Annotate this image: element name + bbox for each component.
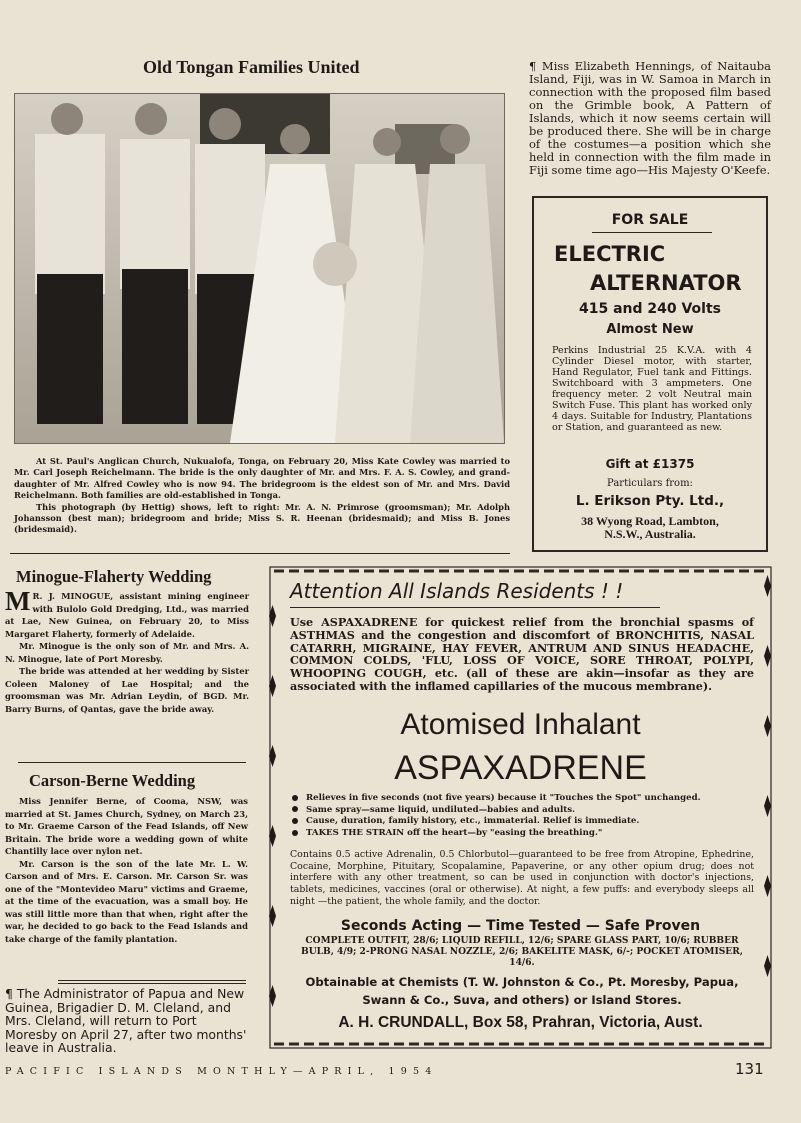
inhalant-product-line2: ASPAXADRENE: [394, 749, 647, 787]
divider-carson-2: [58, 983, 246, 984]
divider-minogue: [18, 762, 246, 763]
inhalant-bullet-text: Relieves in five seconds (not five years) because it "Touches the Spot" unchanged.: [306, 793, 701, 803]
inhalant-slogan: Seconds Acting — Time Tested — Safe Proven: [340, 918, 701, 934]
bullet-icon: [292, 830, 298, 836]
inhalant-ad: [268, 565, 773, 1050]
inhalant-bullet-1: [292, 793, 754, 805]
inhalant-obtain: Obtainable at Chemists (T. W. Johnston & Co., Pt. Moresby, Papua, Swann & Co., Suva, and others) or Island Stores.: [305, 975, 739, 1007]
minogue-dropcap: M: [5, 586, 31, 616]
carson-article: [5, 795, 248, 945]
for-sale-address2: N.S.W., Australia.: [604, 527, 696, 541]
inhalant-bullet-2: [292, 805, 754, 817]
footer-publication: PACIFIC ISLANDS MONTHLY—APRIL, 1954: [5, 1066, 438, 1077]
for-sale-rule: [592, 232, 712, 233]
for-sale-price: Gift at £1375: [605, 457, 695, 471]
wedding-headline: Old Tongan Families United: [143, 57, 360, 77]
divider-carson: [58, 980, 246, 981]
inhalant-bullet-text: Same spray—same liquid, undiluted—babies and adults.: [306, 804, 576, 815]
minogue-paragraph-1: [5, 586, 249, 640]
wedding-caption-text: At St. Paul's Anglican Church, Nukualofa, Tonga, on February 20, Miss Kate Cowley was married to Mr. Carl Joseph Reichelmann. The bride is the only daughter of Mr. and Mrs. F. A. S. Cowley, and grand-daughter of Mr. Alfred Cowley who is now 94. The bridegroom is the eldest son of Mr. and Mrs. David Reichelmann. Both families are old-established in Tonga.: [14, 456, 510, 501]
for-sale-heading: FOR SALE: [611, 212, 689, 228]
minogue-paragraph-2: Mr. Minogue is the only son of Mr. and Mrs. A. N. Minogue, late of Port Moresby.: [5, 641, 249, 664]
footer-page-number: 131: [735, 1060, 764, 1078]
inhalant-contents: Contains 0.5 active Adrenalin, 0.5 Chlorbutol—guaranteed to be free from Atropine, Ephedrine, Cocaine, Morphine, Pituitary, Scopalamine, Papaverine, or any other opium drug; does not interfere with any other treatment, so can be used in conjunction with doctor's injections, tablets, medicines, vaccines (oral or otherwise). At night, a few puffs: and everybody sleeps all night —the patient, the whole family, and the doctor.: [290, 849, 754, 907]
for-sale-condition: Almost New: [606, 322, 694, 337]
for-sale-company: L. Erikson Pty. Ltd.,: [575, 493, 725, 509]
inhalant-product-line1: Atomised Inhalant: [400, 708, 641, 741]
bullet-icon: [292, 806, 298, 812]
inhalant-prices: COMPLETE OUTFIT, 28/6; LIQUID REFILL, 12/6; SPARE GLASS PART, 10/6; RUBBER BULB, 4/9; 2-PRONG NASAL NOZZLE, 2/6; BAKELITE MASK, 6/-; POCKET ATOMISER, 14/6.: [301, 935, 743, 969]
inhalant-bullet-text: Cause, duration, family history, etc., immaterial. Relief is immediate.: [306, 816, 640, 827]
for-sale-ad: [532, 196, 768, 552]
inhalant-bullet-3: [292, 816, 754, 828]
wedding-caption-credits: This photograph (by Hettig) shows, left to right: Mr. A. N. Primrose (groomsman); Mr. Adolph Johansson (best man); bridegroom and bride; Miss S. R. Heenan (bridesmaid); and Miss B. Jones (bridesmaid).: [14, 501, 510, 535]
carson-paragraph-1: Miss Jennifer Berne, of Cooma, NSW, was married at St. James Church, Sydney, on March 23, to Mr. Graeme Carson of the Fead Islands, off New Britain. The bride wore a wedding gown of white Chantilly lace over nylon net.: [5, 796, 248, 856]
for-sale-body: Perkins Industrial 25 K.V.A. with 4 Cylinder Diesel motor, with starter, Hand Regulator, Fuel tank and Fittings. Switchboard with 3 ampmeters. One frequency meter. 2 volt Neutral main Switch Fuse. This plant has worked only 4 days. Suitable for Industry, Plantations or Station, and guaranteed as new.: [552, 345, 752, 433]
inhalant-bullet-4: [292, 828, 754, 840]
for-sale-address1: 38 Wyong Road, Lambton,: [581, 514, 719, 528]
administrator-note: ¶ The Administrator of Papua and New Guinea, Brigadier D. M. Cleland, and Mrs. Cleland, will return to Port Moresby on April 27, after two months' leave in Australia.: [5, 986, 247, 1055]
minogue-text-1: R. J. MINOGUE, assistant mining engineer with Bulolo Gold Dredging, Ltd., was married at Lae, New Guinea, on February 20, to Miss Margaret Flaherty, formerly of Adelaide.: [5, 591, 249, 639]
wedding-photo-image: [15, 94, 504, 443]
minogue-headline: Minogue-Flaherty Wedding: [16, 567, 212, 586]
for-sale-particulars: Particulars from:: [607, 478, 693, 489]
inhalant-heading: Attention All Islands Residents ! !: [290, 579, 624, 603]
divider-left-top: [10, 553, 510, 554]
henning-note: ¶ Miss Elizabeth Hennings, of Naitauba Island, Fiji, was in W. Samoa in March in connection with the proposed film based on the Grimble book, A Pattern of Islands, which it now seems certain will be produced there. She will be in charge of the costumes—a position which she held in connection with the film made in Fiji some time ago—His Majesty O'Keefe.: [529, 59, 771, 177]
minogue-paragraph-3: The bride was attended at her wedding by Sister Coleen Maloney of Lae Hospital; and the groomsman was Mr. Adrian Leydin, of BGD. Mr. Barry Burns, of Qantas, gave the bride away.: [5, 666, 249, 714]
inhalant-intro: Use ASPAXADRENE for quickest relief from the bronchial spasms of ASTHMAS and the congestion and discomfort of BRONCHITIS, NASAL CATARRH, MIGRAINE, HAY FEVER, ANTRUM AND SINUS HEADACHE, COMMON COLDS, 'FLU, LOSS OF VOICE, SORE THROAT, POLYPI, WHOOPING COUGH, etc. (all of these are akin—insofar as they are associated with the inflamed capillaries of the mucous membrane).: [290, 615, 754, 693]
for-sale-line2: ALTERNATOR: [590, 271, 742, 295]
wedding-caption: [14, 456, 510, 536]
bullet-icon: [292, 795, 298, 801]
inhalant-bullets: [292, 793, 754, 840]
minogue-article: [5, 586, 249, 715]
inhalant-bullet-text: TAKES THE STRAIN off the heart—by "easing the breathing.": [306, 828, 603, 839]
carson-headline: Carson-Berne Wedding: [29, 771, 196, 790]
inhalant-address: A. H. CRUNDALL, Box 58, Prahran, Victoria, Aust.: [338, 1014, 703, 1031]
for-sale-line1: ELECTRIC: [554, 242, 666, 266]
for-sale-volts: 415 and 240 Volts: [578, 301, 722, 317]
bullet-icon: [292, 818, 298, 824]
wedding-photo: [14, 93, 505, 444]
inhalant-heading-rule: [290, 607, 660, 608]
carson-paragraph-2: Mr. Carson is the son of the late Mr. L. W. Carson and of Mrs. E. Carson. Mr. Carson Sr. was one of the "Montevideo Maru" victims and Graeme, at the time of the evacuation, was a small boy. He was still little more than that when, right after the war, he decided to go back to the Fead Islands and take charge of the family plantation.: [5, 858, 248, 944]
